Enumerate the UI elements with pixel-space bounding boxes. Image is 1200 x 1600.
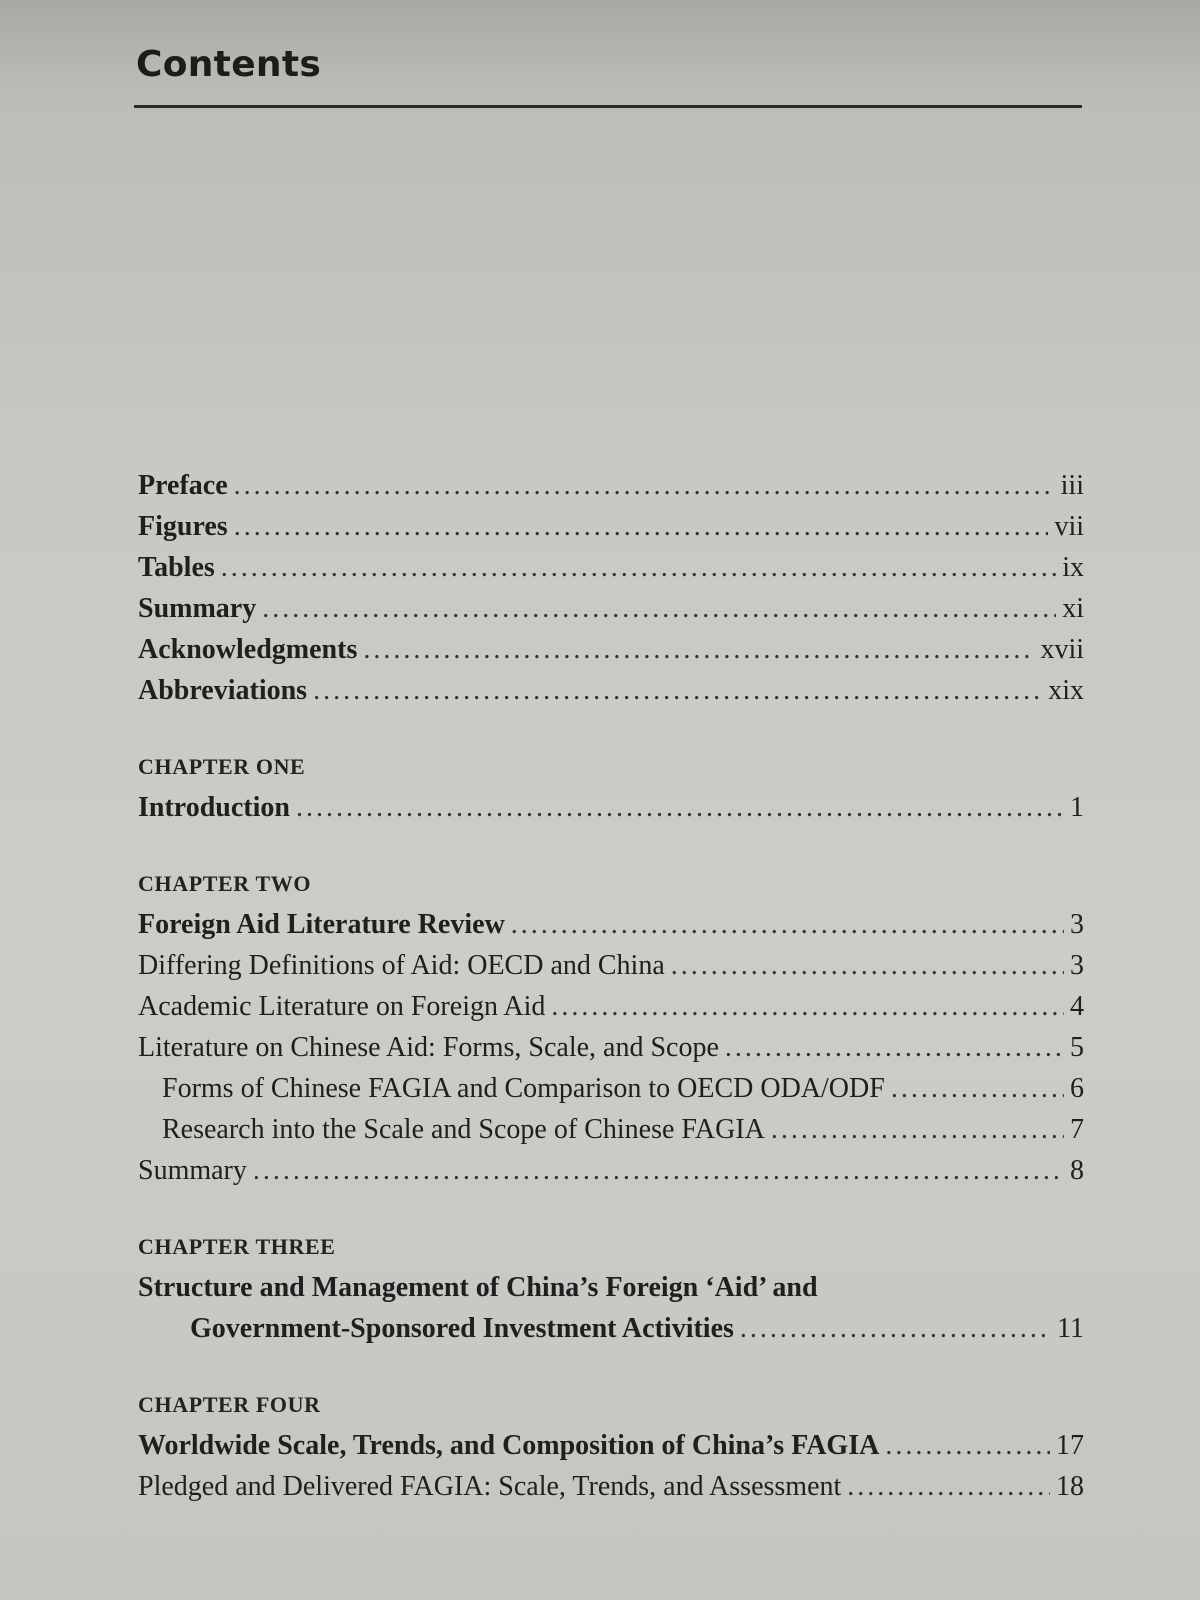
dot-leader [313,675,1042,707]
toc-entry-subsection[interactable] [138,1073,1084,1114]
dot-leader [551,991,1064,1023]
toc-entry-label: Acknowledgments [138,634,358,665]
toc-entry-page: xvii [1040,634,1084,665]
toc-entry-page: xi [1062,593,1084,624]
dot-leader [234,511,1049,543]
toc-entry-page: 6 [1070,1073,1084,1104]
toc-entry-label: Figures [138,511,228,542]
toc-entry-page: 4 [1070,991,1084,1022]
toc-entry-chapter-three-line1[interactable]: Structure and Management of China’s Foreign ‘Aid’ and [138,1272,818,1303]
toc-entry-label: Abbreviations [138,675,308,706]
chapter-number: CHAPTER TWO [138,871,312,896]
dot-leader [296,792,1064,824]
toc-entry-tables[interactable] [138,552,1084,593]
toc-entry-section[interactable] [138,1155,1084,1196]
toc-entry-label: Worldwide Scale, Trends, and Composition of China’s FAGIA [138,1430,880,1461]
dot-leader [725,1032,1064,1064]
dot-leader [885,1430,1050,1462]
toc-entry-label: Introduction [138,792,290,823]
toc-entry-label: Research into the Scale and Scope of Chinese FAGIA [162,1114,765,1145]
dot-leader [847,1471,1050,1503]
toc-entry-subsection[interactable] [138,1114,1084,1155]
dot-leader [771,1114,1064,1146]
toc-entry-label: Tables [138,552,215,583]
toc-entry-page: 1 [1070,792,1084,823]
chapter-number: CHAPTER FOUR [138,1392,321,1417]
dot-leader [221,552,1056,584]
toc-entry-label: Preface [138,470,228,501]
toc-entry-summary[interactable] [138,593,1084,634]
heading-rule [134,105,1082,108]
dot-leader [253,1155,1064,1187]
toc-entry-page: vii [1054,511,1084,542]
page-title: Contents [136,44,322,85]
dot-leader [740,1313,1051,1345]
toc-entry-chapter-four[interactable] [138,1430,1084,1471]
toc-entry-label: Pledged and Delivered FAGIA: Scale, Trends, and Assessment [138,1471,842,1502]
toc-entry-page: 8 [1070,1155,1084,1186]
dot-leader [891,1073,1064,1105]
toc-entry-section[interactable] [138,1471,1084,1512]
toc-entry-section[interactable] [138,1032,1084,1073]
toc-entry-page: ix [1062,552,1084,583]
toc-entry-chapter-two[interactable] [138,909,1084,950]
toc-entry-label: Summary [138,593,257,624]
toc-entry-page: 5 [1070,1032,1084,1063]
toc-entry-label: Differing Definitions of Aid: OECD and China [138,950,665,981]
toc-entry-page: xix [1048,675,1084,706]
chapter-number: CHAPTER ONE [138,754,306,779]
toc-entry-preface[interactable] [138,470,1084,511]
toc-entry-page: 7 [1070,1114,1084,1145]
toc-entry-abbreviations[interactable] [138,675,1084,716]
toc-entry-page: 18 [1056,1471,1084,1502]
toc-entry-page: 11 [1057,1313,1084,1344]
dot-leader [511,909,1064,941]
toc-entry-page: 3 [1070,909,1084,940]
dot-leader [262,593,1056,625]
toc-entry-section[interactable] [138,991,1084,1032]
toc-entry-chapter-three[interactable] [138,1313,1084,1354]
toc-entry-page: 3 [1070,950,1084,981]
toc-entry-chapter-one[interactable] [138,792,1084,833]
toc-entry-label: Forms of Chinese FAGIA and Comparison to OECD ODA/ODF [162,1073,885,1104]
toc-entry-page: 17 [1056,1430,1084,1461]
toc-entry-label: Government-Sponsored Investment Activities [190,1313,734,1344]
dot-leader [363,634,1034,666]
toc-entry-page: iii [1060,470,1084,501]
dot-leader [234,470,1055,502]
toc-entry-label: Literature on Chinese Aid: Forms, Scale, and Scope [138,1032,719,1063]
toc-entry-section[interactable] [138,950,1084,991]
toc-entry-label: Foreign Aid Literature Review [138,909,505,940]
dot-leader [671,950,1064,982]
toc-entry-label: Summary [138,1155,247,1186]
toc-entry-figures[interactable] [138,511,1084,552]
table-of-contents [138,470,1084,1512]
chapter-number: CHAPTER THREE [138,1234,336,1259]
toc-entry-acknowledgments[interactable] [138,634,1084,675]
toc-entry-label: Academic Literature on Foreign Aid [138,991,546,1022]
